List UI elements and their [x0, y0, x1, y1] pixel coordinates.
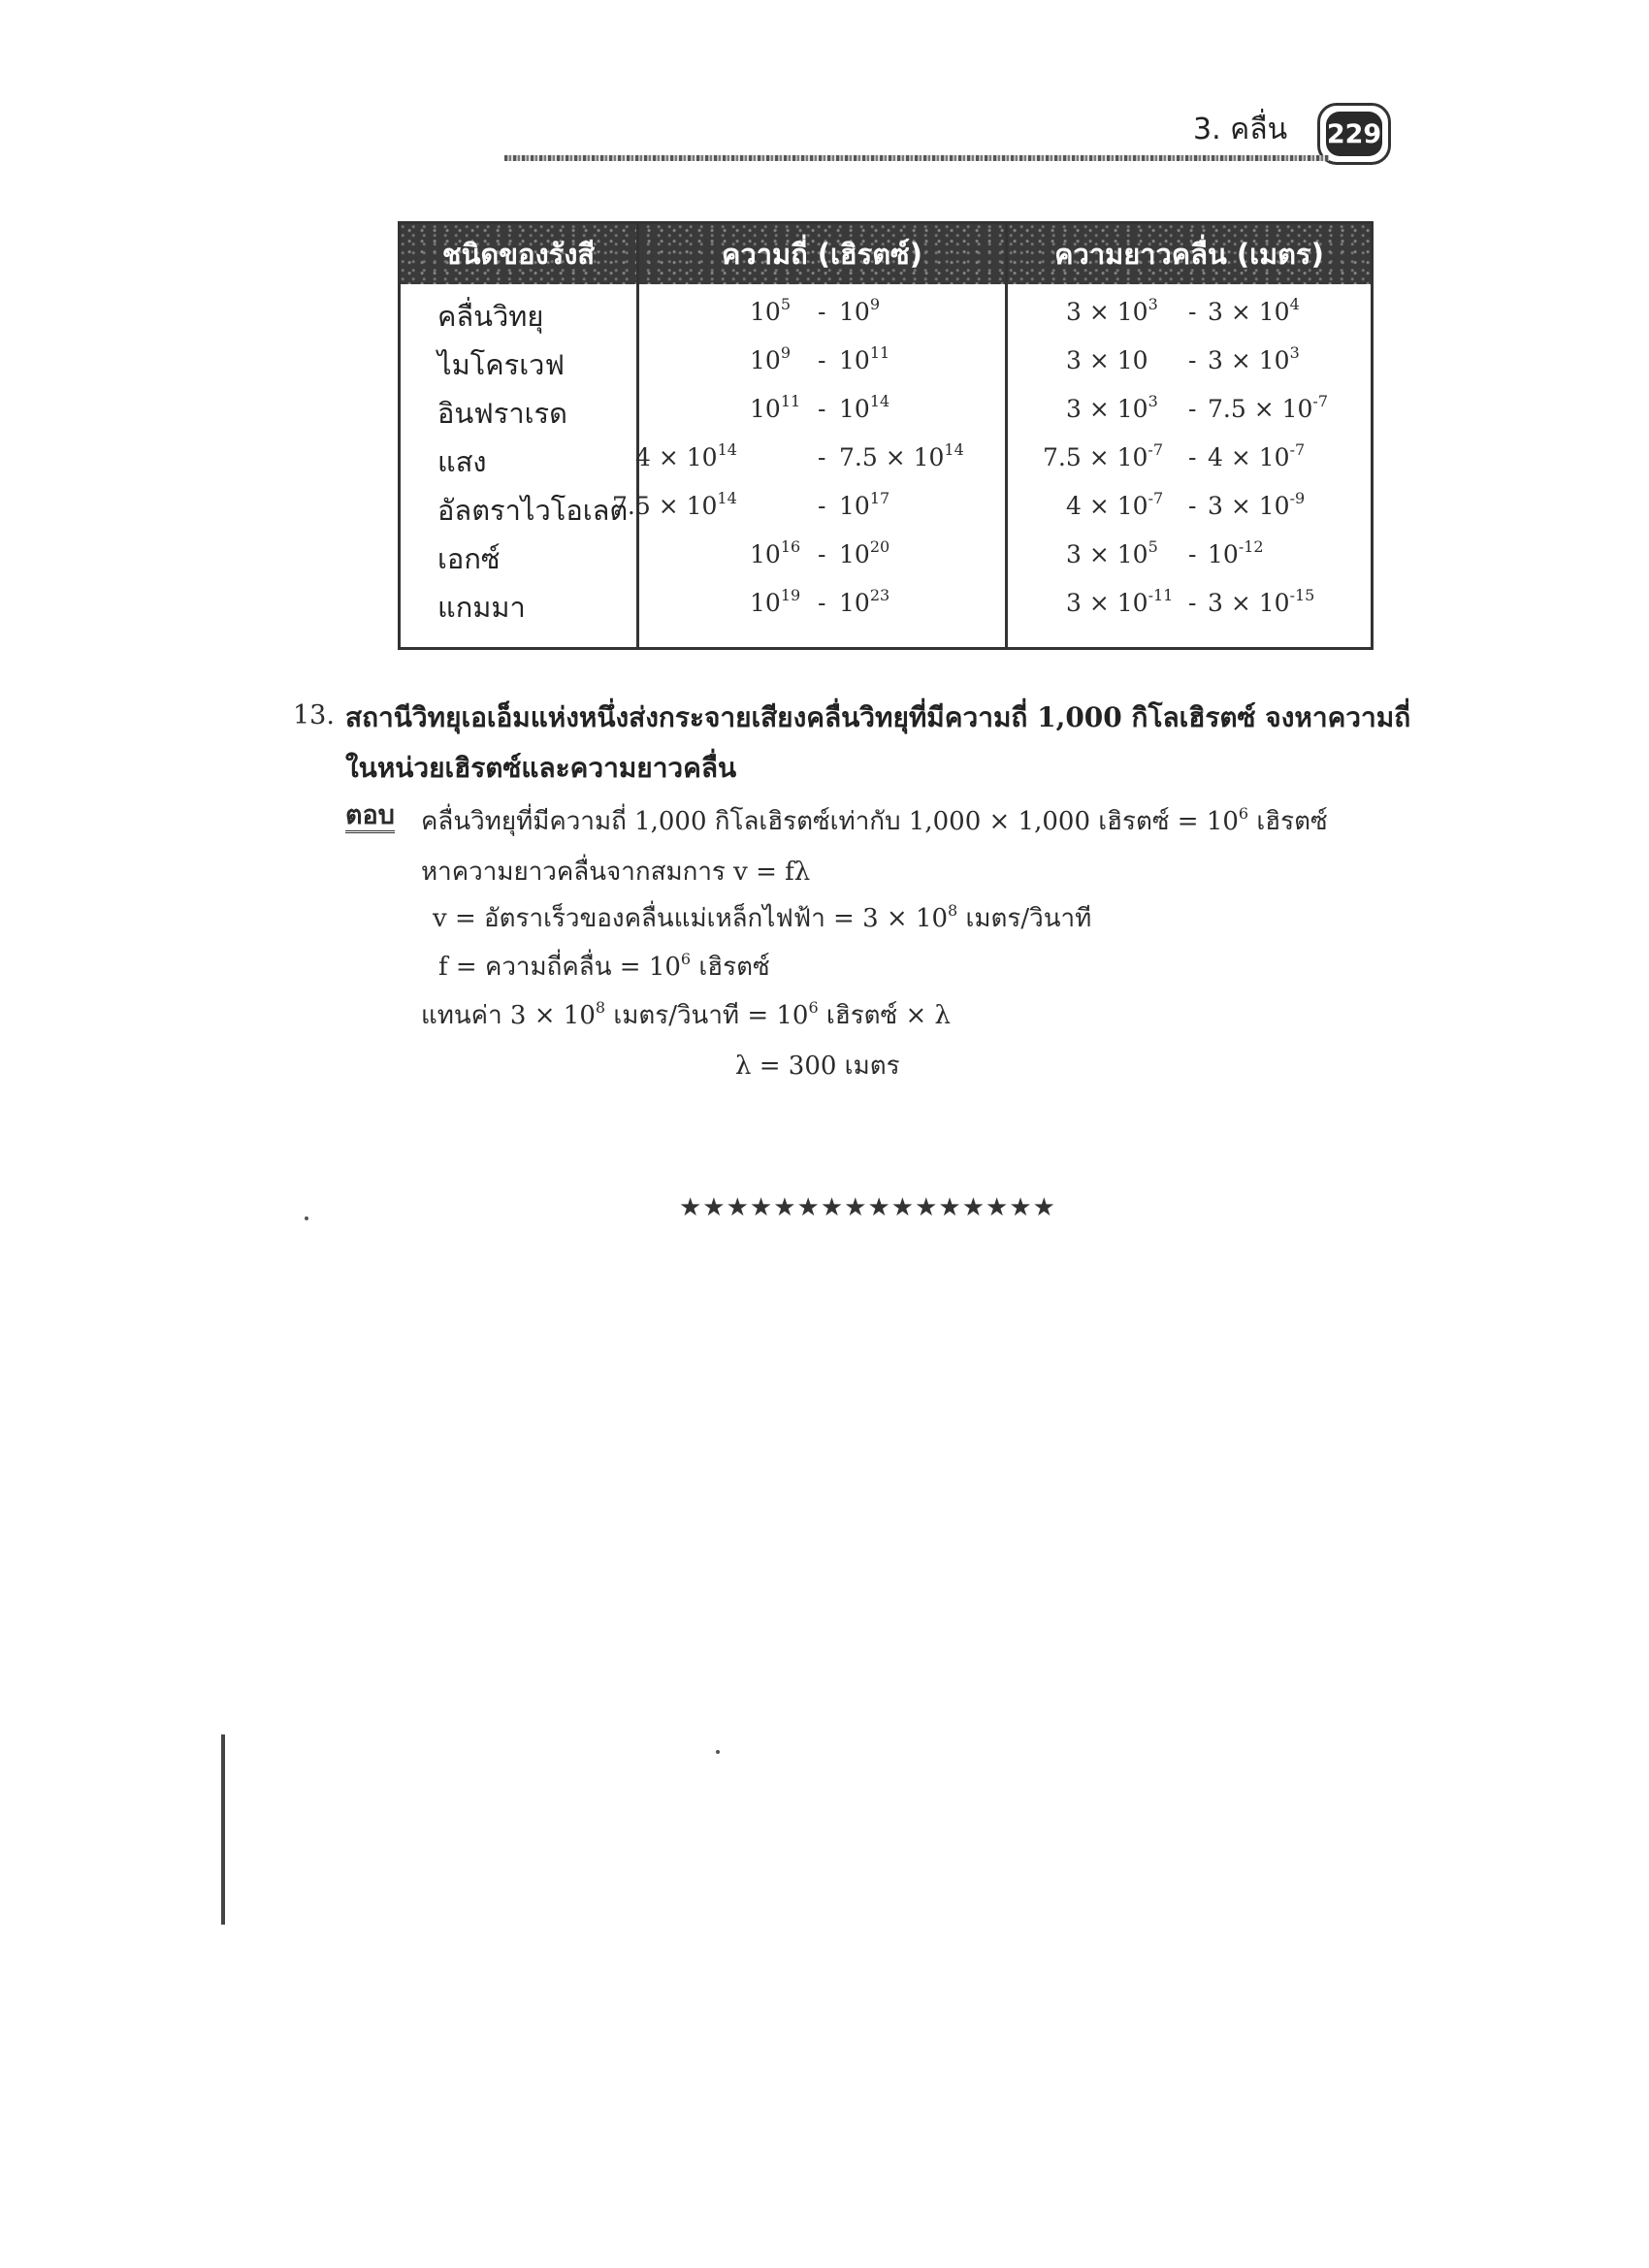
- wavelength-high: $3 \times 10^{-9}$: [1208, 489, 1306, 520]
- scan-margin-line: [221, 1734, 225, 1925]
- wavelength-high: $3 \times 10^3$: [1208, 343, 1300, 374]
- radiation-name: อัลตราไวโอเลต: [437, 494, 629, 527]
- frequency-high: $10^{14}$: [839, 392, 890, 423]
- frequency-high: $10^{11}$: [839, 343, 890, 374]
- wavelength-low: 3 × 10: [1066, 346, 1148, 374]
- answer-line-1: คลื่นวิทยุที่มีความถี่ 1,000 กิโลเฮิรตซ์เท่ากับ 1,000 × 1,000 เฮิรตซ์ = $10^6$ เฮิรตซ์: [421, 804, 1328, 836]
- answer-label: ตอบ: [345, 801, 395, 833]
- column-divider: [636, 224, 639, 647]
- page-header: [0, 0, 1649, 175]
- range-separator: -: [818, 540, 826, 568]
- wavelength-high: $7.5 \times 10^{-7}$: [1208, 392, 1329, 423]
- range-separator: -: [818, 589, 826, 617]
- frequency-low: $10^9$: [750, 343, 791, 374]
- wavelength-high: $3 \times 10^{-15}$: [1208, 586, 1315, 617]
- range-separator: -: [1188, 540, 1197, 568]
- range-separator: -: [1188, 443, 1197, 471]
- wavelength-low: $3 \times 10^{-11}$: [1066, 586, 1174, 617]
- frequency-low: $10^{16}$: [750, 537, 801, 568]
- wavelength-low: $4 \times 10^{-7}$: [1066, 489, 1164, 520]
- wavelength-high: $10^{-12}$: [1208, 537, 1264, 568]
- range-separator: -: [1188, 589, 1197, 617]
- page-number: 229: [1326, 112, 1382, 156]
- answer-line-4: f = ความถี่คลื่น = $10^6$ เฮิรตซ์: [438, 950, 770, 982]
- range-separator: -: [818, 298, 826, 326]
- frequency-low: $10^{11}$: [750, 392, 801, 423]
- frequency-low: $7.5 \times 10^{14}$: [612, 489, 737, 520]
- frequency-high: $7.5 \times 10^{14}$: [839, 440, 964, 471]
- answer-line-3: v = อัตราเร็วของคลื่นแม่เหล็กไฟฟ้า = $3 \times 10^8$ เมตร/วินาที: [433, 901, 1092, 933]
- range-separator: -: [1188, 298, 1197, 326]
- header-frequency: ความถี่ (เฮิรตซ์): [722, 238, 922, 271]
- header-wavelength: ความยาวคลื่น (เมตร): [1054, 238, 1324, 271]
- radiation-name: แกมมา: [437, 591, 526, 624]
- radiation-name: คลื่นวิทยุ: [437, 300, 544, 333]
- spectrum-table: [398, 221, 1374, 650]
- wavelength-low: $3 \times 10^3$: [1066, 392, 1158, 423]
- range-separator: -: [818, 443, 826, 471]
- range-separator: -: [1188, 492, 1197, 520]
- range-separator: -: [818, 395, 826, 423]
- answer-line-5: แทนค่า $3 \times 10^8$ เมตร/วินาที = $10^6$ เฮิรตซ์ × λ: [421, 998, 951, 1030]
- wavelength-low: $3 \times 10^5$: [1066, 537, 1158, 568]
- frequency-low: $10^5$: [750, 295, 791, 326]
- radiation-name: ไมโครเวฟ: [437, 348, 565, 381]
- question-line-2: ในหน่วยเฮิรตซ์และความยาวคลื่น: [345, 752, 737, 784]
- frequency-high: $10^{20}$: [839, 537, 890, 568]
- scan-speck: [305, 1216, 308, 1220]
- chapter-title: 3. คลื่น: [1193, 113, 1288, 146]
- radiation-name: แสง: [437, 445, 487, 478]
- frequency-low: $4 \times 10^{14}$: [635, 440, 737, 471]
- radiation-name: เอกซ์: [437, 542, 501, 575]
- wavelength-high: $4 \times 10^{-7}$: [1208, 440, 1306, 471]
- range-separator: -: [1188, 346, 1197, 374]
- wavelength-high: $3 \times 10^4$: [1208, 295, 1300, 326]
- header-divider: [504, 155, 1329, 161]
- answer-line-2: หาความยาวคลื่นจากสมการ v = fλ: [421, 858, 811, 887]
- frequency-high: $10^{23}$: [839, 586, 890, 617]
- question-line-1: สถานีวิทยุเอเอ็มแห่งหนึ่งส่งกระจายเสียงคลื่นวิทยุที่มีความถี่ 1,000 กิโลเฮิรตซ์ จงหาความถี่: [345, 701, 1411, 733]
- range-separator: -: [818, 346, 826, 374]
- frequency-high: $10^9$: [839, 295, 880, 326]
- range-separator: -: [818, 492, 826, 520]
- range-separator: -: [1188, 395, 1197, 423]
- wavelength-low: $7.5 \times 10^{-7}$: [1043, 440, 1164, 471]
- answer-line-6: λ = 300 เมตร: [735, 1052, 900, 1081]
- header-radiation-type: ชนิดของรังสี: [441, 238, 596, 271]
- wavelength-low: $3 \times 10^3$: [1066, 295, 1158, 326]
- radiation-name: อินฟราเรด: [437, 397, 567, 430]
- question-number: 13.: [293, 700, 335, 730]
- frequency-low: $10^{19}$: [750, 586, 801, 617]
- section-end-stars: ★★★★★★★★★★★★★★★★: [679, 1193, 1056, 1222]
- scan-speck: [716, 1750, 720, 1754]
- column-divider: [1005, 224, 1008, 647]
- frequency-high: $10^{17}$: [839, 489, 890, 520]
- table-header-row: [401, 224, 1371, 284]
